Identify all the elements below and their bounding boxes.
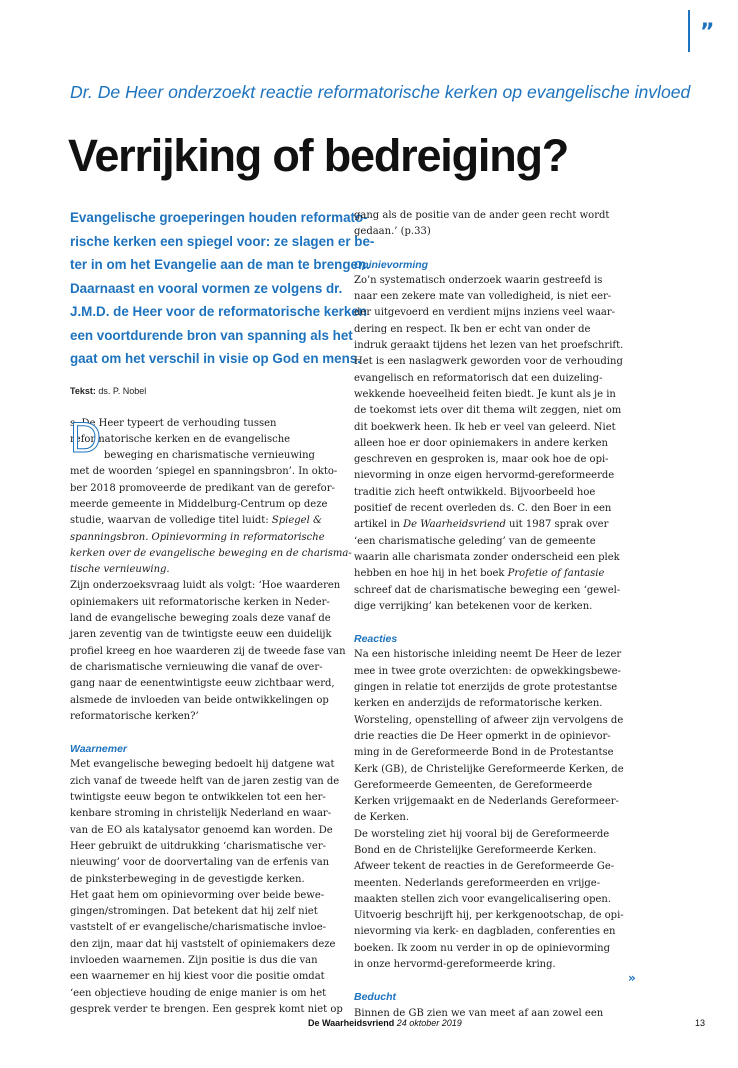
text-line: Afweer tekent de reacties in de Gereformeerde Ge- (354, 861, 615, 873)
intro-paragraph (70, 206, 375, 371)
text-line: de toekomst iets over dit thema wilt zeggen, niet om (354, 405, 622, 417)
text-line: Evangelische groeperingen houden reformato- (70, 210, 368, 225)
text-line: vaststelt of er evangelische/charismatische invloe- (70, 922, 326, 934)
text-line: evangelisch en reformatorisch dat een duizeling- (354, 372, 603, 384)
text-line: positief de recent overleden ds. C. den Boer in een (354, 503, 612, 515)
opening-line-5: ber 2018 promoveerde de predikant van de gerefor- (70, 482, 335, 494)
subheading-opinievorming: Opinievorming (354, 258, 429, 271)
opening-line-4: met de woorden ‘spiegel en spanningsbron’. In okto- (70, 466, 338, 478)
text-line: Worsteling, openstelling of afweer zijn vervolgens de (354, 714, 624, 726)
text-line: Daarnaast en vooral vormen ze volgens dr. (70, 280, 343, 296)
text-line: opiniemakers uit reformatorische kerken in Neder- (70, 596, 330, 608)
text-line: Bond en de Christelijke Gereformeerde Kerken. (354, 844, 597, 856)
text-line: wekkende hoeveelheid feiten biedt. Je kunt als je in (354, 388, 616, 400)
opinievorming-lines-b (354, 534, 618, 567)
opening-line-7 (70, 513, 333, 529)
text-line: meenten. Nederlands gereformeerden en vrijge- (354, 877, 601, 889)
waarnemer-paragraph-1 (70, 757, 340, 887)
text-line: de pinksterbeweging in de gevestigde kerken. (70, 873, 305, 885)
text-line: boeken. Ik zoom nu verder in op de opinievorming (354, 942, 611, 954)
text-line: Kerk (GB), de Christelijke Gereformeerde Kerken, de (354, 763, 624, 775)
text-line: een waarnemer en hij kiest voor die positie omdat (70, 971, 325, 983)
text-line: J.M.D. de Heer voor de reformatorische kerken (70, 304, 367, 319)
text-line: Het is een naslagwerk geworden voor de verhouding (354, 356, 623, 368)
text-line: geschreven en gesproken is, maar ook hoe de opi- (354, 454, 609, 466)
page-title: Verrijking of bedreiging? (68, 130, 569, 181)
text-line: ter in om het Evangelie aan de man te brengen. (70, 257, 370, 272)
dissertation-title-line-2: spanningsbron. Opinievorming in reformatorische (70, 531, 325, 543)
subheading-reacties: Reacties (354, 633, 398, 646)
opening-line-3: beweging en charismatische vernieuwing (104, 450, 315, 462)
text-line: reformatorische kerken?’ (70, 710, 199, 722)
artikel-pre-text: artikel in (354, 519, 404, 531)
opening-line-6: meerde gemeente in Middelburg-Centrum op deze (70, 498, 328, 510)
text-line: Na een historische inleiding neemt De Heer de lezer (354, 649, 622, 661)
waarnemer-paragraph-2 (70, 888, 343, 1018)
text-line: twintigste eeuw begon te ontwikkelen tot een her- (70, 792, 326, 804)
article-kicker: Dr. De Heer onderzoekt reactie reformatorische kerken op evangelische invloed (70, 82, 691, 102)
right-column (354, 208, 624, 1022)
text-line: ‘een objectieve houding de enige manier is om het (70, 987, 327, 999)
text-line: nieuwing’ voor de doorvertaling van de erfenis van (70, 857, 330, 869)
opening-paragraph-block (70, 413, 352, 579)
drop-cap (70, 413, 102, 462)
text-line: ‘een charismatische geleding’ van de gemeente (354, 535, 596, 547)
text-line: der uitgevoerd en verdient mijns inziens veel waar- (354, 307, 616, 319)
text-line: invloeden waarnemen. Zijn positie is dus die van (70, 955, 318, 966)
book-title-reference: Profetie of fantasie (507, 568, 605, 580)
text-line: maakten stellen zich voor evangelicalisering open. (354, 893, 612, 905)
byline-author: ds. P. Nobel (98, 385, 147, 396)
text-line: gedaan.’ (p.33) (354, 226, 431, 238)
dissertation-title-line-4: tische vernieuwing. (70, 564, 170, 576)
text-line: Het gaat hem om opinievorming over beide bewe- (70, 889, 325, 901)
opinievorming-artikel-line (354, 517, 618, 533)
opening-paragraph (70, 413, 352, 579)
text-line: gingen in relatie tot enerzijds de grote protestantse (354, 682, 618, 694)
opinievorming-boek-line (354, 566, 618, 582)
text-line: nievorming in onze eigen hervormd-gereformeerde (354, 470, 615, 482)
dissertation-title-line-3: kerken over de evangelische beweging en de charisma- (70, 547, 352, 559)
text-line: ming in de Gereformeerde Bond in de Protestantse (354, 747, 614, 759)
text-line: dige verrijking’ kan betekenen voor de kerken. (354, 600, 593, 612)
quote-icon: ” (700, 20, 715, 45)
subheading-beducht: Beducht (354, 991, 396, 1004)
text-line: gaat om het verschil in visie op God en mens. (70, 351, 361, 366)
text-line: nievorming via kerk- en dagbladen, conferenties en (354, 926, 616, 938)
text-line: de Kerken. (354, 812, 409, 824)
text-line: van de EO als katalysator genoemd kan worden. De (70, 824, 333, 836)
drop-cap-letter: D (70, 413, 102, 462)
reacties-paragraph-2 (354, 827, 624, 974)
text-line: drie reacties die De Heer opmerkt in de opinievor- (354, 730, 611, 742)
text-line: gang naar de eenentwintigste eeuw zichtbaar werd, (70, 678, 335, 690)
byline (70, 386, 333, 396)
text-line: dering en respect. Ik ben er echt van onder de (354, 323, 591, 335)
page-number: 13 (695, 1018, 706, 1028)
text-line: een voortdurende bron van spanning als het (70, 327, 353, 343)
artikel-post-text: uit 1987 sprak over (505, 519, 609, 531)
text-line: alleen hoe er door opiniemakers in andere kerken (354, 437, 608, 449)
text-line: in onze hervormd-gereformeerde kring. (354, 959, 556, 971)
opening-line-7-text: studie, waarvan de volledige titel luidt: (70, 515, 269, 527)
text-line: mee in twee grote overzichten: de opwekkingsbewe- (354, 665, 621, 677)
text-line: dit boekwerk heen. Ik heb er veel van geleerd. Niet (354, 421, 616, 433)
opinievorming-lines-c (354, 583, 621, 616)
text-line: Binnen de GB zien we van meet af aan zowel een (354, 1007, 604, 1019)
text-line: kenbare stroming in christelijk Nederland en waar- (70, 808, 332, 820)
text-line: den zijn, maar dat hij vaststelt of opiniemakers deze (70, 938, 336, 950)
page-footer (308, 1018, 462, 1028)
text-line: de charismatische vernieuwing die vanaf de over- (70, 661, 323, 673)
text-line: gingen/stromingen. Dat betekent dat hij zelf niet (70, 906, 318, 918)
text-line: kerken en anderzijds de reformatorische kerken. (354, 698, 603, 710)
text-line: Kerken vrijgemaakt en de Nederlands Gereformeer- (354, 796, 619, 808)
boek-pre-text: hebben en hoe hij in het boek (354, 568, 508, 580)
text-line: zich vanaf de tweede helft van de jaren zestig van de (70, 775, 340, 787)
opening-line-2: reformatorische kerken en de evangelische (70, 433, 291, 445)
text-line: indruk geraakt tijdens het lezen van het proefschrift. (354, 340, 624, 352)
byline-label: Tekst: (70, 385, 96, 396)
text-line: jaren zeventig van de twintigste eeuw een duidelijk (70, 629, 332, 641)
text-line: Met evangelische beweging bedoelt hij datgene wat (70, 759, 335, 771)
text-line: alsmede de invloeden van beide ontwikkelingen op (70, 694, 329, 706)
footer-magazine: De Waarheidsvriend (308, 1018, 395, 1028)
subheading-waarnemer: Waarnemer (70, 743, 128, 756)
opinievorming-lines (354, 273, 624, 517)
text-line: schreef dat de charismatische beweging een ‘gewel- (354, 584, 621, 596)
opening-line-1: s. De Heer typeert de verhouding tussen (70, 417, 277, 429)
text-line: profiel kreeg en hoe waarderen zij de tweede fase van (70, 645, 346, 657)
text-line: traditie zich heeft ontwikkeld. Bijvoorbeeld hoe (354, 486, 596, 498)
footer-date: 24 oktober 2019 (396, 1018, 462, 1028)
dissertation-title-start: Spiegel & (271, 515, 322, 527)
opinievorming-paragraph (354, 273, 624, 615)
text-line: land de evangelische beweging zoals deze vanaf de (70, 613, 331, 625)
text-line: waarin alle charismata zonder onderscheid een plek (354, 551, 620, 563)
text-line: gesprek verder te brengen. Een gesprek komt niet op (70, 1003, 343, 1015)
continued-paragraph (354, 208, 618, 241)
text-line: Zijn onderzoeksvraag luidt als volgt: ‘Hoe waarderen (70, 580, 341, 592)
section-marker-bar (688, 10, 690, 52)
text-line: Gereformeerde Gemeenten, de Gereformeerde (354, 779, 593, 791)
research-question-paragraph (70, 578, 346, 725)
reacties-paragraph-1 (354, 647, 624, 826)
text-line: Heer gebruikt de uitdrukking ‘charismatische ver- (70, 840, 326, 852)
continue-arrow-icon: » (628, 971, 636, 985)
text-line: gang als de positie van de ander geen recht wordt (354, 210, 610, 221)
text-line: Uitvoerig beschrijft hij, per kerkgenootschap, de opi- (354, 910, 624, 922)
text-line: De worsteling ziet hij vooral bij de Gereformeerde (354, 828, 610, 840)
text-line: Zo’n systematisch onderzoek waarin gestreefd is (354, 274, 603, 286)
text-line: naar een zekere mate van volledigheid, is niet eer- (354, 291, 612, 303)
magazine-title-reference: De Waarheidsvriend (403, 519, 506, 531)
text-line: rische kerken een spiegel voor: ze slagen er be- (70, 233, 375, 249)
